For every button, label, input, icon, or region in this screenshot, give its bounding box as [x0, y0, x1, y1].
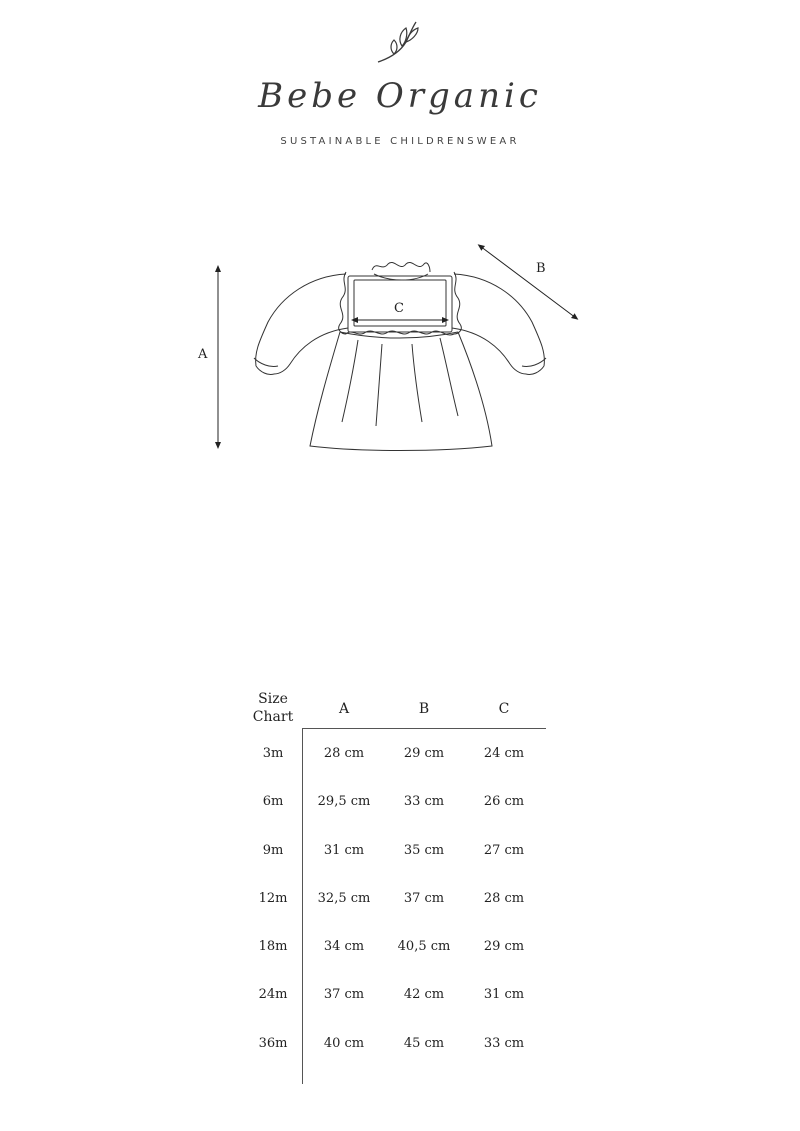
measure-a-cell: 28 cm: [323, 746, 365, 761]
size-cell: 6m: [262, 794, 284, 809]
table-row: [244, 939, 546, 959]
size-cell: 18m: [258, 939, 288, 954]
dress-illustration: [254, 262, 546, 450]
measure-b-cell: 37 cm: [403, 891, 445, 906]
garment-measurement-diagram: [190, 236, 610, 466]
size-cell: 12m: [258, 891, 288, 906]
measure-a-cell: 34 cm: [323, 939, 365, 954]
measure-b-cell: 29 cm: [403, 746, 445, 761]
measure-a-cell: 40 cm: [323, 1036, 365, 1051]
header-divider: [302, 728, 546, 729]
size-cell: 3m: [262, 746, 284, 761]
size-chart-table: [244, 684, 546, 1084]
measure-c-cell: 33 cm: [483, 1036, 525, 1051]
measure-b-cell: 40,5 cm: [397, 939, 451, 954]
leaf-logo-icon: [372, 18, 428, 68]
measure-c-cell: 29 cm: [483, 939, 525, 954]
measure-b-cell: 33 cm: [403, 794, 445, 809]
dimension-b-arrow: [480, 246, 576, 318]
measure-c-cell: 27 cm: [483, 843, 525, 858]
size-cell: 24m: [258, 987, 288, 1002]
measure-a-cell: 37 cm: [323, 987, 365, 1002]
size-chart-title: Size Chart: [252, 691, 294, 725]
table-row: [244, 891, 546, 911]
table-row: [244, 843, 546, 863]
measure-c-cell: 28 cm: [483, 891, 525, 906]
brand-name: Bebe Organic: [258, 76, 542, 116]
measure-c-cell: 31 cm: [483, 987, 525, 1002]
measure-b-cell: 45 cm: [403, 1036, 445, 1051]
brand-tagline: SUSTAINABLE CHILDRENSWEAR: [280, 136, 520, 147]
column-header-b: B: [418, 701, 430, 717]
measure-a-cell: 32,5 cm: [317, 891, 371, 906]
column-header-c: C: [498, 701, 510, 717]
measure-c-cell: 26 cm: [483, 794, 525, 809]
table-row: [244, 1036, 546, 1056]
measure-b-cell: 42 cm: [403, 987, 445, 1002]
size-cell: 9m: [262, 843, 284, 858]
table-row: [244, 794, 546, 814]
measure-b-cell: 35 cm: [403, 843, 445, 858]
dimension-a-label: A: [198, 347, 208, 362]
measure-a-cell: 29,5 cm: [317, 794, 371, 809]
dimension-c-label: C: [394, 301, 404, 316]
measure-c-cell: 24 cm: [483, 746, 525, 761]
size-cell: 36m: [258, 1036, 288, 1051]
dimension-b-label: B: [536, 261, 546, 276]
column-header-a: A: [338, 701, 350, 717]
table-row: [244, 746, 546, 766]
measure-a-cell: 31 cm: [323, 843, 365, 858]
table-row: [244, 987, 546, 1007]
